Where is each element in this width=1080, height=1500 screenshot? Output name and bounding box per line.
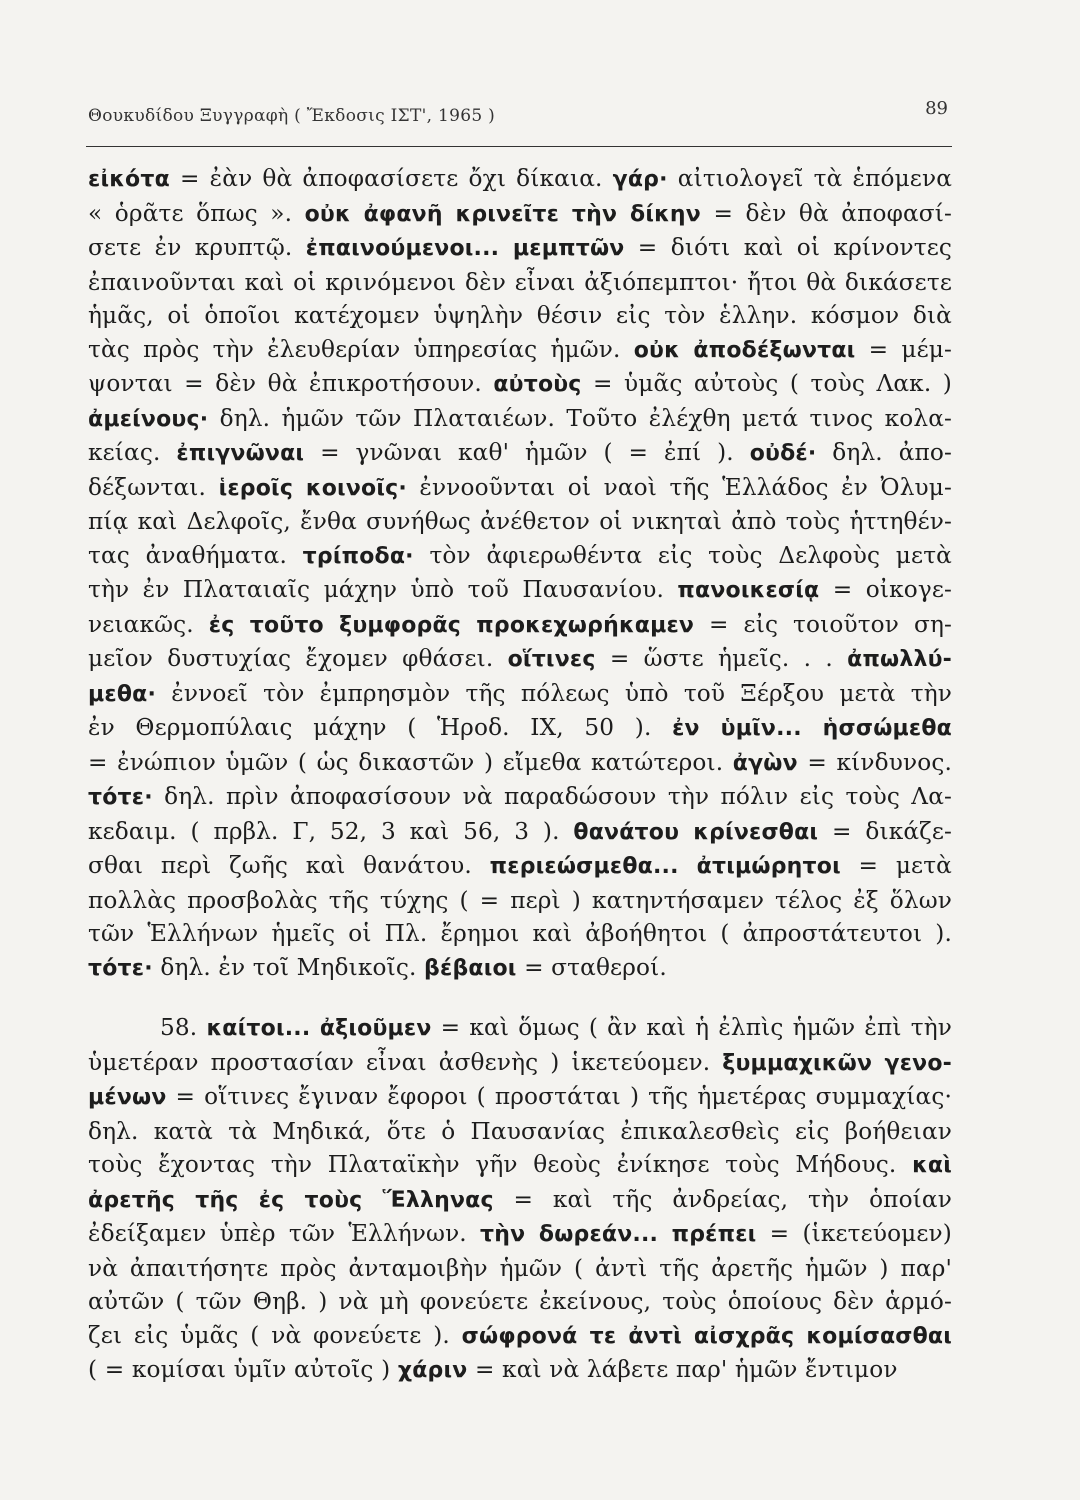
gloss-text: αἰτιολογεῖ τὰ ἑπόμενα xyxy=(667,165,952,192)
lemma: οὐδέ· xyxy=(749,441,817,466)
text-line xyxy=(88,951,952,986)
text-line xyxy=(88,266,952,300)
gloss-text: δηλ. κατὰ τὰ Μηδικά, ὅτε ὁ Παυσανίας ἐπικαλεσθεὶς εἰς βοήθειαν xyxy=(88,1117,952,1145)
lemma: ἀπωλλύ- xyxy=(847,647,952,672)
gloss-text: πίᾳ καὶ Δελφοῖς, ἔνθα συνήθως ἀνέθετον οἱ νικηταὶ ἀπὸ τοὺς ἡττηθέν- xyxy=(88,508,952,535)
lemma: καίτοι... ἀξιοῦμεν xyxy=(206,1016,432,1041)
text-line xyxy=(88,1319,952,1354)
text-line xyxy=(88,1353,952,1388)
text-line xyxy=(88,884,952,918)
text-line xyxy=(88,1148,952,1183)
gloss-text: σθαι περὶ ζωῆς καὶ θανάτου. xyxy=(88,852,490,879)
text-line xyxy=(88,608,952,643)
gloss-text: ψονται = δὲν θὰ ἐπικροτήσουν. xyxy=(88,370,494,397)
text-line xyxy=(88,436,952,471)
text-line xyxy=(88,539,952,574)
text-line xyxy=(88,1217,952,1252)
gloss-text: ἐπαινοῦνται καὶ οἱ κρινόμενοι δὲν εἶναι ἀξιόπεμπτοι· ἤτοι θὰ δικάσετε xyxy=(88,268,952,296)
text-line xyxy=(88,917,952,951)
gloss-text: τὰς πρὸς τὴν ἐλευθερίαν ὑπηρεσίας ἡμῶν. xyxy=(88,335,634,363)
text-line xyxy=(88,197,952,232)
running-header xyxy=(88,94,948,130)
lemma: εἰκότα xyxy=(88,167,170,192)
text-line xyxy=(88,1285,952,1319)
lemma: σώφρονά τε ἀντὶ αἰσχρᾶς κομίσασθαι xyxy=(461,1323,952,1349)
gloss-text: δηλ. ἐν τοῖ Μηδικοῖς. xyxy=(152,953,425,981)
gloss-text: τῶν Ἑλλήνων ἡμεῖς οἱ Πλ. ἔρημοι καὶ ἀβοήθητοι ( ἀπροστάτευτοι ). xyxy=(88,920,952,947)
gloss-text: = κίνδυνος. xyxy=(797,748,952,776)
text-line xyxy=(88,849,952,884)
gloss-text: « ὁρᾶτε ὅπως ». xyxy=(88,199,305,227)
gloss-text: δηλ. ἡμῶν τῶν Πλαταιέων. Τοῦτο ἐλέχθη μετά τινος κολα- xyxy=(208,404,952,432)
gloss-text: κεδαιμ. ( πρβλ. Γ, 52, 3 καὶ 56, 3 ). xyxy=(88,817,574,845)
text-line xyxy=(88,1252,952,1286)
text-line xyxy=(88,505,952,539)
text-line xyxy=(88,1046,952,1081)
gloss-text: ἡμᾶς, οἱ ὁποῖοι κατέχομεν ὑψηλὴν θέσιν εἰς τὸν ἑλλην. κόσμον διὰ xyxy=(88,302,952,329)
gloss-text: ( = κομίσαι ὑμῖν αὐτοῖς ) xyxy=(88,1356,398,1383)
gloss-text: = καὶ ὅμως ( ἂν καὶ ἡ ἐλπὶς ἡμῶν ἐπὶ τὴν xyxy=(431,1014,952,1041)
gloss-text: = σταθεροί. xyxy=(516,953,667,981)
lemma: οὐκ ἀφανῆ κρινεῖτε τὴν δίκην xyxy=(304,201,701,227)
text-line xyxy=(88,299,952,333)
lemma: οὐκ ἀποδέξωνται xyxy=(633,337,856,363)
lemma: θανάτου κρίνεσθαι xyxy=(573,819,819,845)
gloss-text: μεῖον δυστυχίας ἔχομεν φθάσει. xyxy=(88,645,508,672)
lemma: χάριν xyxy=(397,1358,468,1383)
text-line xyxy=(88,677,952,712)
lemma: τρίποδα· xyxy=(302,543,414,569)
lemma: βέβαιοι xyxy=(424,955,517,981)
lemma: ἐπαινούμενοι... μεμπτῶν xyxy=(305,236,625,261)
gloss-text: = καὶ τῆς ἀνδρείας, τὴν ὁποίαν xyxy=(493,1185,952,1213)
commentary-body xyxy=(88,162,952,1388)
gloss-text: ζει εἰς ὑμᾶς ( νὰ φονεύετε ). xyxy=(88,1321,462,1349)
gloss-text: = μετὰ xyxy=(840,852,952,879)
text-line xyxy=(88,1011,952,1046)
gloss-text: δηλ. πρὶν ἀποφασίσουν νὰ παραδώσουν τὴν πόλιν εἰς τοὺς Λα- xyxy=(152,783,952,810)
lemma: μένων xyxy=(88,1085,167,1110)
text-line xyxy=(88,746,952,781)
lemma: ξυμμαχικῶν γενο- xyxy=(722,1050,952,1076)
gloss-text: = ἐὰν θὰ ἀποφασίσετε ὄχι δίκαια. xyxy=(169,165,613,192)
running-title: Θουκυδίδου Ξυγγραφὴ ( Ἔκδοσις ΙΣΤ', 1965 ) xyxy=(88,106,496,126)
lemma: ἀμείνους· xyxy=(88,406,209,432)
gloss-text: νειακῶς. xyxy=(88,610,209,638)
gloss-text: σετε ἐν κρυπτῷ. xyxy=(88,234,306,261)
lemma: γάρ· xyxy=(612,167,668,192)
gloss-text: 58. xyxy=(160,1014,207,1041)
gloss-text: = (ἱκετεύομεν) xyxy=(756,1220,952,1247)
lemma: τότε· xyxy=(88,785,153,810)
lemma: οἵτινες xyxy=(507,647,596,672)
gloss-text: τας ἀναθήματα. xyxy=(88,541,303,569)
gloss-text: = διότι καὶ οἱ κρίνοντες xyxy=(624,234,952,261)
gloss-text: = γνῶναι καθ' ἡμῶν ( = ἐπί ). xyxy=(304,439,750,466)
gloss-text: = ἐνώπιον ὑμῶν ( ὡς δικαστῶν ) εἴμεθα κατώτεροι. xyxy=(88,748,733,776)
lemma: ἀγὼν xyxy=(732,750,798,776)
gloss-text: αὐτῶν ( τῶν Θηβ. ) νὰ μὴ φονεύετε ἐκείνους, τοὺς ὁποίους δὲν ἁρμό- xyxy=(88,1288,952,1315)
text-line xyxy=(88,815,952,850)
gloss-text: = ὑμᾶς αὐτοὺς ( τοὺς Λακ. ) xyxy=(581,370,952,397)
gloss-text: νὰ ἀπαιτήσητε πρὸς ἀνταμοιβὴν ἡμῶν ( ἀντὶ τῆς ἀρετῆς ἡμῶν ) παρ' xyxy=(88,1254,952,1282)
page-number: 89 xyxy=(925,98,948,119)
gloss-text: = δὲν θὰ ἀποφασί- xyxy=(700,199,952,227)
gloss-text: = καὶ νὰ λάβετε παρ' ἡμῶν ἔντιμον xyxy=(467,1356,898,1383)
gloss-text: ὑμετέραν προστασίαν εἶναι ἀσθενὴς ) ἱκετεύομεν. xyxy=(88,1048,723,1076)
lemma: ἀρετῆς τῆς ἐς τοὺς Ἕλληνας xyxy=(88,1187,494,1213)
lemma: ἐς τοῦτο ξυμφορᾶς προκεχωρήκαμεν xyxy=(208,612,695,638)
gloss-text: ἐν Θερμοπύλαις μάχην ( Ἡροδ. ΙΧ, 50 ). xyxy=(88,714,673,741)
lemma: ἐπιγνῶναι xyxy=(176,441,305,466)
text-line xyxy=(88,711,952,746)
gloss-text: = δικάζε- xyxy=(818,817,952,845)
text-line xyxy=(88,402,952,437)
gloss-text: = οἵτινες ἔγιναν ἔφοροι ( προστάται ) τῆς ἡμετέρας συμμαχίας· xyxy=(166,1083,952,1110)
gloss-text: κείας. xyxy=(88,439,177,466)
text-line xyxy=(88,780,952,815)
gloss-text: = ὥστε ἡμεῖς. . . xyxy=(595,645,848,672)
text-line xyxy=(88,573,952,608)
text-line xyxy=(88,367,952,402)
gloss-text: δηλ. ἀπο- xyxy=(816,439,952,466)
lemma: τότε· xyxy=(88,955,153,981)
lemma: ἱεροῖς κοινοῖς· xyxy=(218,475,407,501)
lemma: πανοικεσίᾳ xyxy=(677,578,820,603)
paragraph-gap xyxy=(88,985,952,1011)
text-line xyxy=(88,162,952,197)
lemma: μεθα· xyxy=(88,681,157,707)
lemma: τὴν δωρεάν... πρέπει xyxy=(480,1222,757,1247)
text-line xyxy=(88,231,952,266)
text-line xyxy=(88,642,952,677)
lemma: αὐτοὺς xyxy=(493,372,582,397)
gloss-text: τοὺς ἔχοντας τὴν Πλαταϊκὴν γῆν θεοὺς ἐνίκησε τοὺς Μήδους. xyxy=(88,1151,913,1178)
gloss-text: ἐννοοῦνται οἱ ναοὶ τῆς Ἑλλάδος ἐν Ὀλυμ- xyxy=(406,473,952,501)
gloss-text: πολλὰς προσβολὰς τῆς τύχης ( = περὶ ) κατηντήσαμεν τέλος ἐξ ὅλων xyxy=(88,886,952,914)
lemma: καὶ xyxy=(912,1153,952,1178)
lemma: ἐν ὑμῖν... ἡσσώμεθα xyxy=(672,716,952,741)
lemma: περιεώσμεθα... ἀτιμώρητοι xyxy=(489,854,841,879)
header-rule xyxy=(86,146,952,147)
gloss-text: τὸν ἀφιερωθέντα εἰς τοὺς Δελφοὺς μετὰ xyxy=(413,541,952,569)
text-line xyxy=(88,333,952,368)
text-line xyxy=(88,1115,952,1149)
gloss-text: δέξωνται. xyxy=(88,473,219,501)
gloss-text: = οἰκογε- xyxy=(819,576,952,603)
text-line xyxy=(88,1080,952,1115)
gloss-text: = μέμ- xyxy=(855,335,952,363)
gloss-text: τὴν ἐν Πλαταιαῖς μάχην ὑπὸ τοῦ Παυσανίου. xyxy=(88,576,678,603)
text-line xyxy=(88,1183,952,1218)
text-line xyxy=(88,471,952,506)
gloss-text: ἐννοεῖ τὸν ἐμπρησμὸν τῆς πόλεως ὑπὸ τοῦ Ξέρξου μετὰ τὴν xyxy=(156,679,952,707)
gloss-text: ἐδείξαμεν ὑπὲρ τῶν Ἑλλήνων. xyxy=(88,1220,481,1247)
gloss-text: = εἰς τοιοῦτον ση- xyxy=(694,610,952,638)
